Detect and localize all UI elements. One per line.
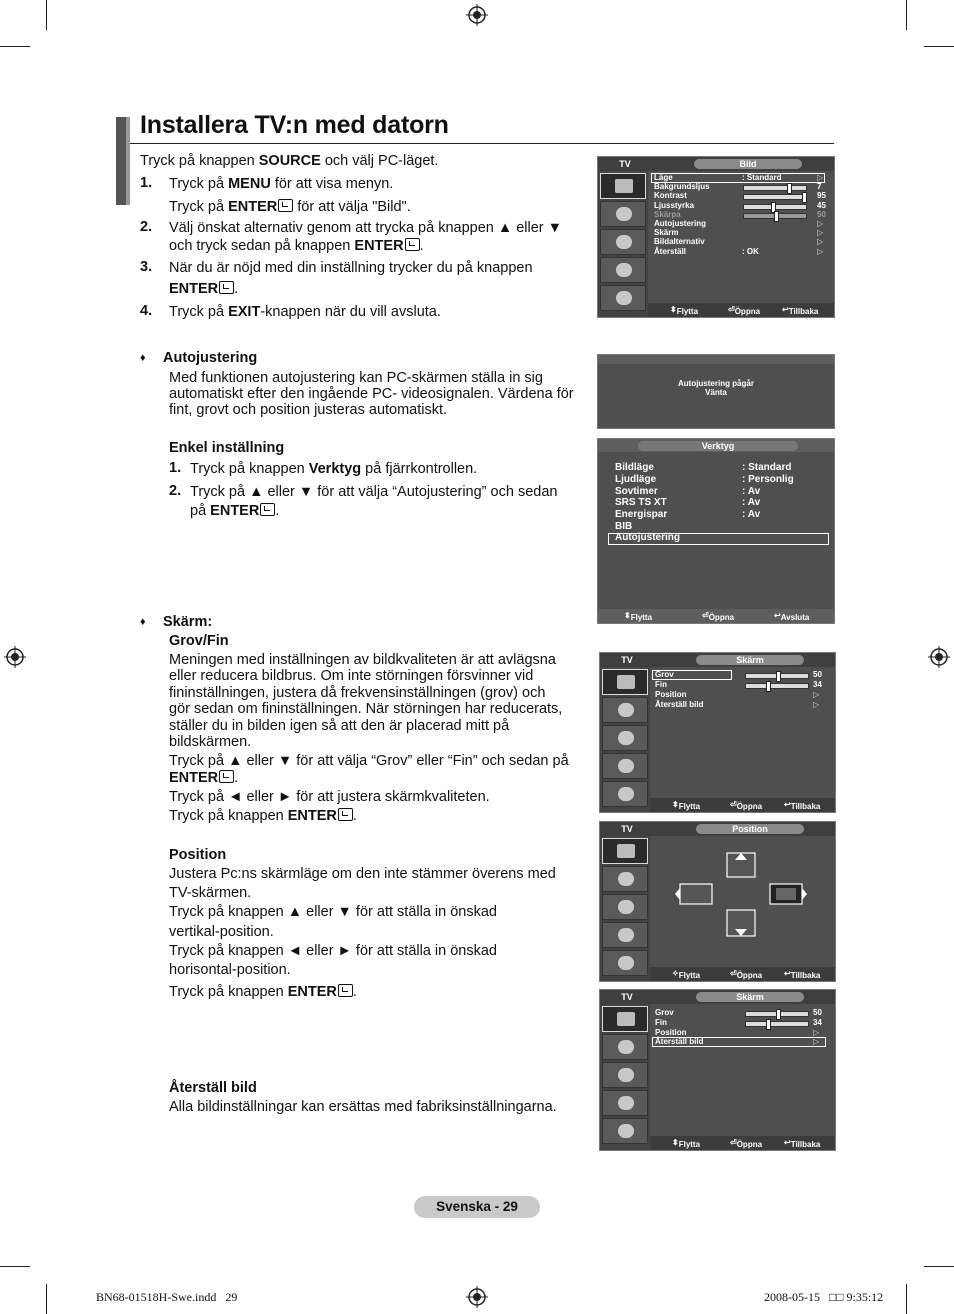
osd-row-label[interactable]: Återställ	[654, 247, 687, 256]
setup-menu-icon[interactable]	[602, 922, 648, 948]
paragraph-line: automatiskt efter den ingående PC- videosignalen. Värdena för	[169, 386, 574, 402]
title-rule	[130, 143, 834, 144]
setup-menu-icon[interactable]	[602, 1090, 648, 1116]
osd-menu-title: Position	[696, 824, 804, 834]
open-hint: ⏎ Öppna	[730, 969, 763, 980]
osd-row-value: : Standard	[742, 173, 782, 182]
paragraph-line: Tryck på ▲ eller ▼ för att välja “Grov” eller “Fin” och sedan på	[169, 753, 569, 769]
registration-mark-icon	[466, 1286, 488, 1308]
channel-menu-icon[interactable]	[602, 725, 648, 751]
brightness-slider[interactable]	[743, 204, 807, 210]
move-hint: ⬍ Flytta	[670, 305, 699, 316]
print-timestamp: 2008-05-15 □□ 9:35:12	[764, 1290, 884, 1304]
coarse-slider[interactable]	[745, 673, 809, 679]
move-hint: ⬍ Flytta	[624, 611, 653, 622]
paragraph-line: Med funktionen autojustering kan PC-skärmen ställa in sig	[169, 370, 543, 386]
paragraph-line: Alla bildinställningar kan ersättas med fabriksinställningarna.	[169, 1099, 557, 1115]
osd-position-menu	[599, 821, 836, 982]
osd-row-label[interactable]: Position	[655, 1028, 687, 1037]
osd-row-value: 7	[817, 182, 822, 191]
open-hint: ⏎ Öppna	[730, 800, 763, 811]
back-hint: ↩ Tillbaka	[784, 800, 821, 811]
osd-right-arrow-icon: ▷	[817, 237, 824, 246]
channel-menu-icon[interactable]	[602, 894, 648, 920]
sound-menu-icon[interactable]	[602, 697, 648, 723]
osd-row-value: : OK	[742, 247, 759, 256]
input-menu-icon[interactable]	[602, 1118, 648, 1144]
crop-mark	[46, 1284, 47, 1314]
osd-row-label[interactable]: Skärm	[654, 228, 679, 237]
osd-tv-label: TV	[619, 159, 631, 169]
crop-mark	[0, 46, 30, 47]
enter-icon	[219, 770, 234, 783]
osd-right-arrow-icon: ▷	[817, 247, 824, 256]
osd-row-value: 50	[813, 1008, 822, 1017]
title-accent-bar	[126, 117, 130, 205]
move-hint: ⬍ Flytta	[672, 1138, 701, 1149]
picture-menu-icon[interactable]	[602, 669, 648, 695]
osd-row-label[interactable]: Autojustering	[654, 219, 706, 228]
step-text: Tryck på ENTER för att välja "Bild".	[169, 199, 411, 215]
paragraph-line: Tryck på knappen ▲ eller ▼ för att ställa in önskad	[169, 904, 497, 920]
osd-row-label[interactable]: Bildalternativ	[654, 237, 705, 246]
sub-heading: Position	[169, 847, 227, 863]
osd-row-label[interactable]: SRS TS XT	[615, 497, 667, 508]
sound-menu-icon[interactable]	[602, 866, 648, 892]
osd-row-value: 95	[817, 191, 826, 200]
osd-tv-label: TV	[621, 992, 633, 1002]
channel-menu-icon[interactable]	[602, 1062, 648, 1088]
crop-mark	[924, 46, 954, 47]
osd-row-value: : Personlig	[742, 474, 794, 485]
sub-heading: Återställ bild	[169, 1080, 257, 1096]
exit-hint: ↩ Avsluta	[774, 611, 810, 622]
crop-mark	[906, 0, 907, 30]
osd-row-value: 45	[817, 201, 826, 210]
crop-mark	[46, 0, 47, 30]
step-text: ENTER .	[169, 281, 239, 297]
osd-row-label[interactable]: Läge	[654, 173, 673, 182]
osd-row-value: 34	[813, 1018, 822, 1027]
osd-screen-menu	[599, 652, 836, 813]
osd-row-value: 34	[813, 680, 822, 689]
enter-icon	[219, 281, 234, 294]
osd-menu-title: Verktyg	[638, 441, 798, 451]
osd-row-label[interactable]: Energispar	[615, 509, 668, 520]
osd-row-label[interactable]: BIB	[615, 521, 633, 532]
step-number: 3.	[140, 259, 153, 275]
picture-menu-icon[interactable]	[600, 173, 646, 199]
paragraph-line: TV-skärmen.	[169, 885, 252, 901]
step-number: 2.	[140, 219, 153, 235]
move-hint: ✧ Flytta	[672, 969, 701, 980]
registration-mark-icon	[466, 4, 488, 26]
step-number: 1.	[169, 460, 182, 476]
setup-menu-icon[interactable]	[600, 257, 646, 283]
osd-right-arrow-icon: ▷	[813, 1028, 820, 1037]
osd-row-label[interactable]: Bakgrundsljus	[654, 182, 710, 191]
paragraph-line: vertikal-position.	[169, 924, 274, 940]
back-hint: ↩ Tillbaka	[784, 969, 821, 980]
paragraph-line: bildskärmen.	[169, 734, 252, 750]
print-slug: BN68-01518H-Swe.indd 29	[96, 1290, 238, 1304]
picture-menu-icon[interactable]	[602, 838, 648, 864]
page-number-badge: Svenska - 29	[414, 1196, 540, 1218]
intro-line: Tryck på knappen SOURCE och välj PC-läget.	[140, 153, 439, 169]
step-text: När du är nöjd med din inställning trycker du på knappen	[169, 260, 533, 276]
step-text: Välj önskat alternativ genom att trycka på knappen ▲ eller ▼	[169, 220, 563, 236]
paragraph-line: gör sedan om fininställningen. När störningen har reducerats,	[169, 701, 563, 717]
channel-menu-icon[interactable]	[600, 229, 646, 255]
osd-menu-title: Skärm	[696, 655, 804, 665]
osd-right-arrow-icon: ▷	[817, 173, 824, 182]
bullet-icon: ♦	[140, 352, 146, 364]
osd-menu-title: Bild	[694, 159, 802, 169]
sharpness-slider[interactable]	[743, 213, 807, 219]
paragraph-line: Meningen med inställningen av bildkvaliteten är att avlägsna	[169, 652, 556, 668]
osd-row-label[interactable]: Ljudläge	[615, 474, 657, 485]
step-number: 2.	[169, 483, 182, 499]
paragraph-line: Justera Pc:ns skärmläge om den inte stämmer överens med	[169, 866, 556, 882]
setup-menu-icon[interactable]	[602, 753, 648, 779]
sound-menu-icon[interactable]	[600, 201, 646, 227]
osd-right-arrow-icon: ▷	[813, 1037, 820, 1046]
input-menu-icon[interactable]	[600, 285, 646, 311]
crop-mark	[924, 1266, 954, 1267]
osd-row-value: : Av	[742, 497, 761, 508]
step-text: och tryck sedan på knappen ENTER .	[169, 238, 424, 254]
osd-menu-title: Skärm	[696, 992, 804, 1002]
osd-screen-menu-reset	[599, 989, 836, 1151]
move-hint: ⬍ Flytta	[672, 800, 701, 811]
back-hint: ↩ Tillbaka	[782, 305, 819, 316]
paragraph-line: fininställningen, justera då frekvensinställningen (grov) och	[169, 685, 546, 701]
osd-right-arrow-icon: ▷	[817, 219, 824, 228]
input-menu-icon[interactable]	[602, 781, 648, 807]
registration-mark-icon	[928, 646, 950, 668]
osd-message: Autojustering pågår	[677, 379, 754, 388]
paragraph-line: ENTER .	[169, 770, 239, 786]
registration-mark-icon	[4, 646, 26, 668]
osd-row-label[interactable]: Återställ bild	[655, 700, 704, 709]
osd-row-label[interactable]: Position	[655, 690, 687, 699]
paragraph-line: Tryck på knappen ENTER .	[169, 808, 357, 824]
step-text: Tryck på ▲ eller ▼ för att välja “Autojustering” och sedan	[190, 484, 558, 500]
osd-row-value: : Standard	[742, 462, 792, 473]
contrast-slider[interactable]	[743, 194, 807, 200]
step-number: 1.	[140, 175, 153, 191]
paragraph-line: fint, grovt och position justeras automatiskt.	[169, 402, 448, 418]
enter-icon	[405, 238, 420, 251]
osd-right-arrow-icon: ▷	[813, 700, 820, 709]
osd-row-label[interactable]: Grov	[655, 1008, 674, 1017]
step-text: Tryck på MENU för att visa menyn.	[169, 176, 394, 192]
osd-message: Vänta	[705, 388, 727, 397]
osd-row-label[interactable]: Sovtimer	[615, 486, 658, 497]
backlight-slider[interactable]	[743, 185, 807, 191]
enter-icon	[338, 984, 353, 997]
sub-heading: Enkel inställning	[169, 440, 285, 456]
paragraph-line: eller reducera bildbrus. Om inte störningen försvinner vid	[169, 668, 534, 684]
open-hint: ⏎ Öppna	[728, 305, 761, 316]
osd-row-label[interactable]: Grov	[655, 670, 674, 679]
osd-row-value: 50	[813, 670, 822, 679]
paragraph-line: Tryck på ◄ eller ► för att justera skärmkvaliteten.	[169, 789, 490, 805]
osd-right-arrow-icon: ▷	[817, 228, 824, 237]
back-hint: ↩ Tillbaka	[784, 1138, 821, 1149]
open-hint: ⏎ Öppna	[730, 1138, 763, 1149]
osd-row-label[interactable]: Skärpa	[654, 210, 681, 219]
paragraph-line: Tryck på knappen ◄ eller ► för att ställa in önskad	[169, 943, 497, 959]
fine-slider[interactable]	[745, 683, 809, 689]
osd-row-value: : Av	[742, 486, 761, 497]
bullet-icon: ♦	[140, 616, 146, 628]
step-text: Tryck på EXIT-knappen när du vill avsluta.	[169, 304, 441, 320]
input-menu-icon[interactable]	[602, 950, 648, 976]
sub-heading: Grov/Fin	[169, 633, 229, 649]
step-text: på ENTER .	[190, 503, 280, 519]
fine-slider[interactable]	[745, 1021, 809, 1027]
crop-mark	[0, 1266, 30, 1267]
picture-menu-icon[interactable]	[602, 1006, 648, 1032]
osd-tv-label: TV	[621, 824, 633, 834]
coarse-slider[interactable]	[745, 1011, 809, 1017]
osd-row-value: : Av	[742, 509, 761, 520]
osd-tools-menu	[597, 438, 835, 624]
position-arrows-icon	[674, 848, 814, 944]
osd-row-label[interactable]: Återställ bild	[655, 1037, 704, 1046]
enter-icon	[260, 503, 275, 516]
osd-row-label[interactable]: Kontrast	[654, 191, 687, 200]
osd-row-label[interactable]: Ljusstyrka	[654, 201, 695, 210]
osd-row-label[interactable]: Bildläge	[615, 462, 654, 473]
osd-row-label[interactable]: Autojustering	[615, 532, 680, 543]
page-title: Installera TV:n med datorn	[140, 111, 449, 139]
step-number: 4.	[140, 303, 153, 319]
open-hint: ⏎ Öppna	[702, 611, 735, 622]
enter-icon	[338, 808, 353, 821]
step-text: Tryck på knappen Verktyg på fjärrkontrollen.	[190, 461, 478, 477]
osd-row-value: 50	[817, 210, 826, 219]
paragraph-line: ställer du in bilden igen så att den är placerad mitt på	[169, 718, 510, 734]
enter-icon	[278, 199, 293, 212]
osd-row-label[interactable]: Fin	[655, 680, 667, 689]
osd-bild-menu	[597, 156, 835, 318]
crop-mark	[906, 1284, 907, 1314]
osd-row-label[interactable]: Fin	[655, 1018, 667, 1027]
section-heading: Skärm:	[163, 614, 213, 630]
paragraph-line: Tryck på knappen ENTER .	[169, 984, 357, 1000]
paragraph-line: horisontal-position.	[169, 962, 291, 978]
section-heading: Autojustering	[163, 350, 258, 366]
osd-auto-adjust-dialog	[597, 354, 835, 429]
sound-menu-icon[interactable]	[602, 1034, 648, 1060]
osd-tv-label: TV	[621, 655, 633, 665]
osd-right-arrow-icon: ▷	[813, 690, 820, 699]
